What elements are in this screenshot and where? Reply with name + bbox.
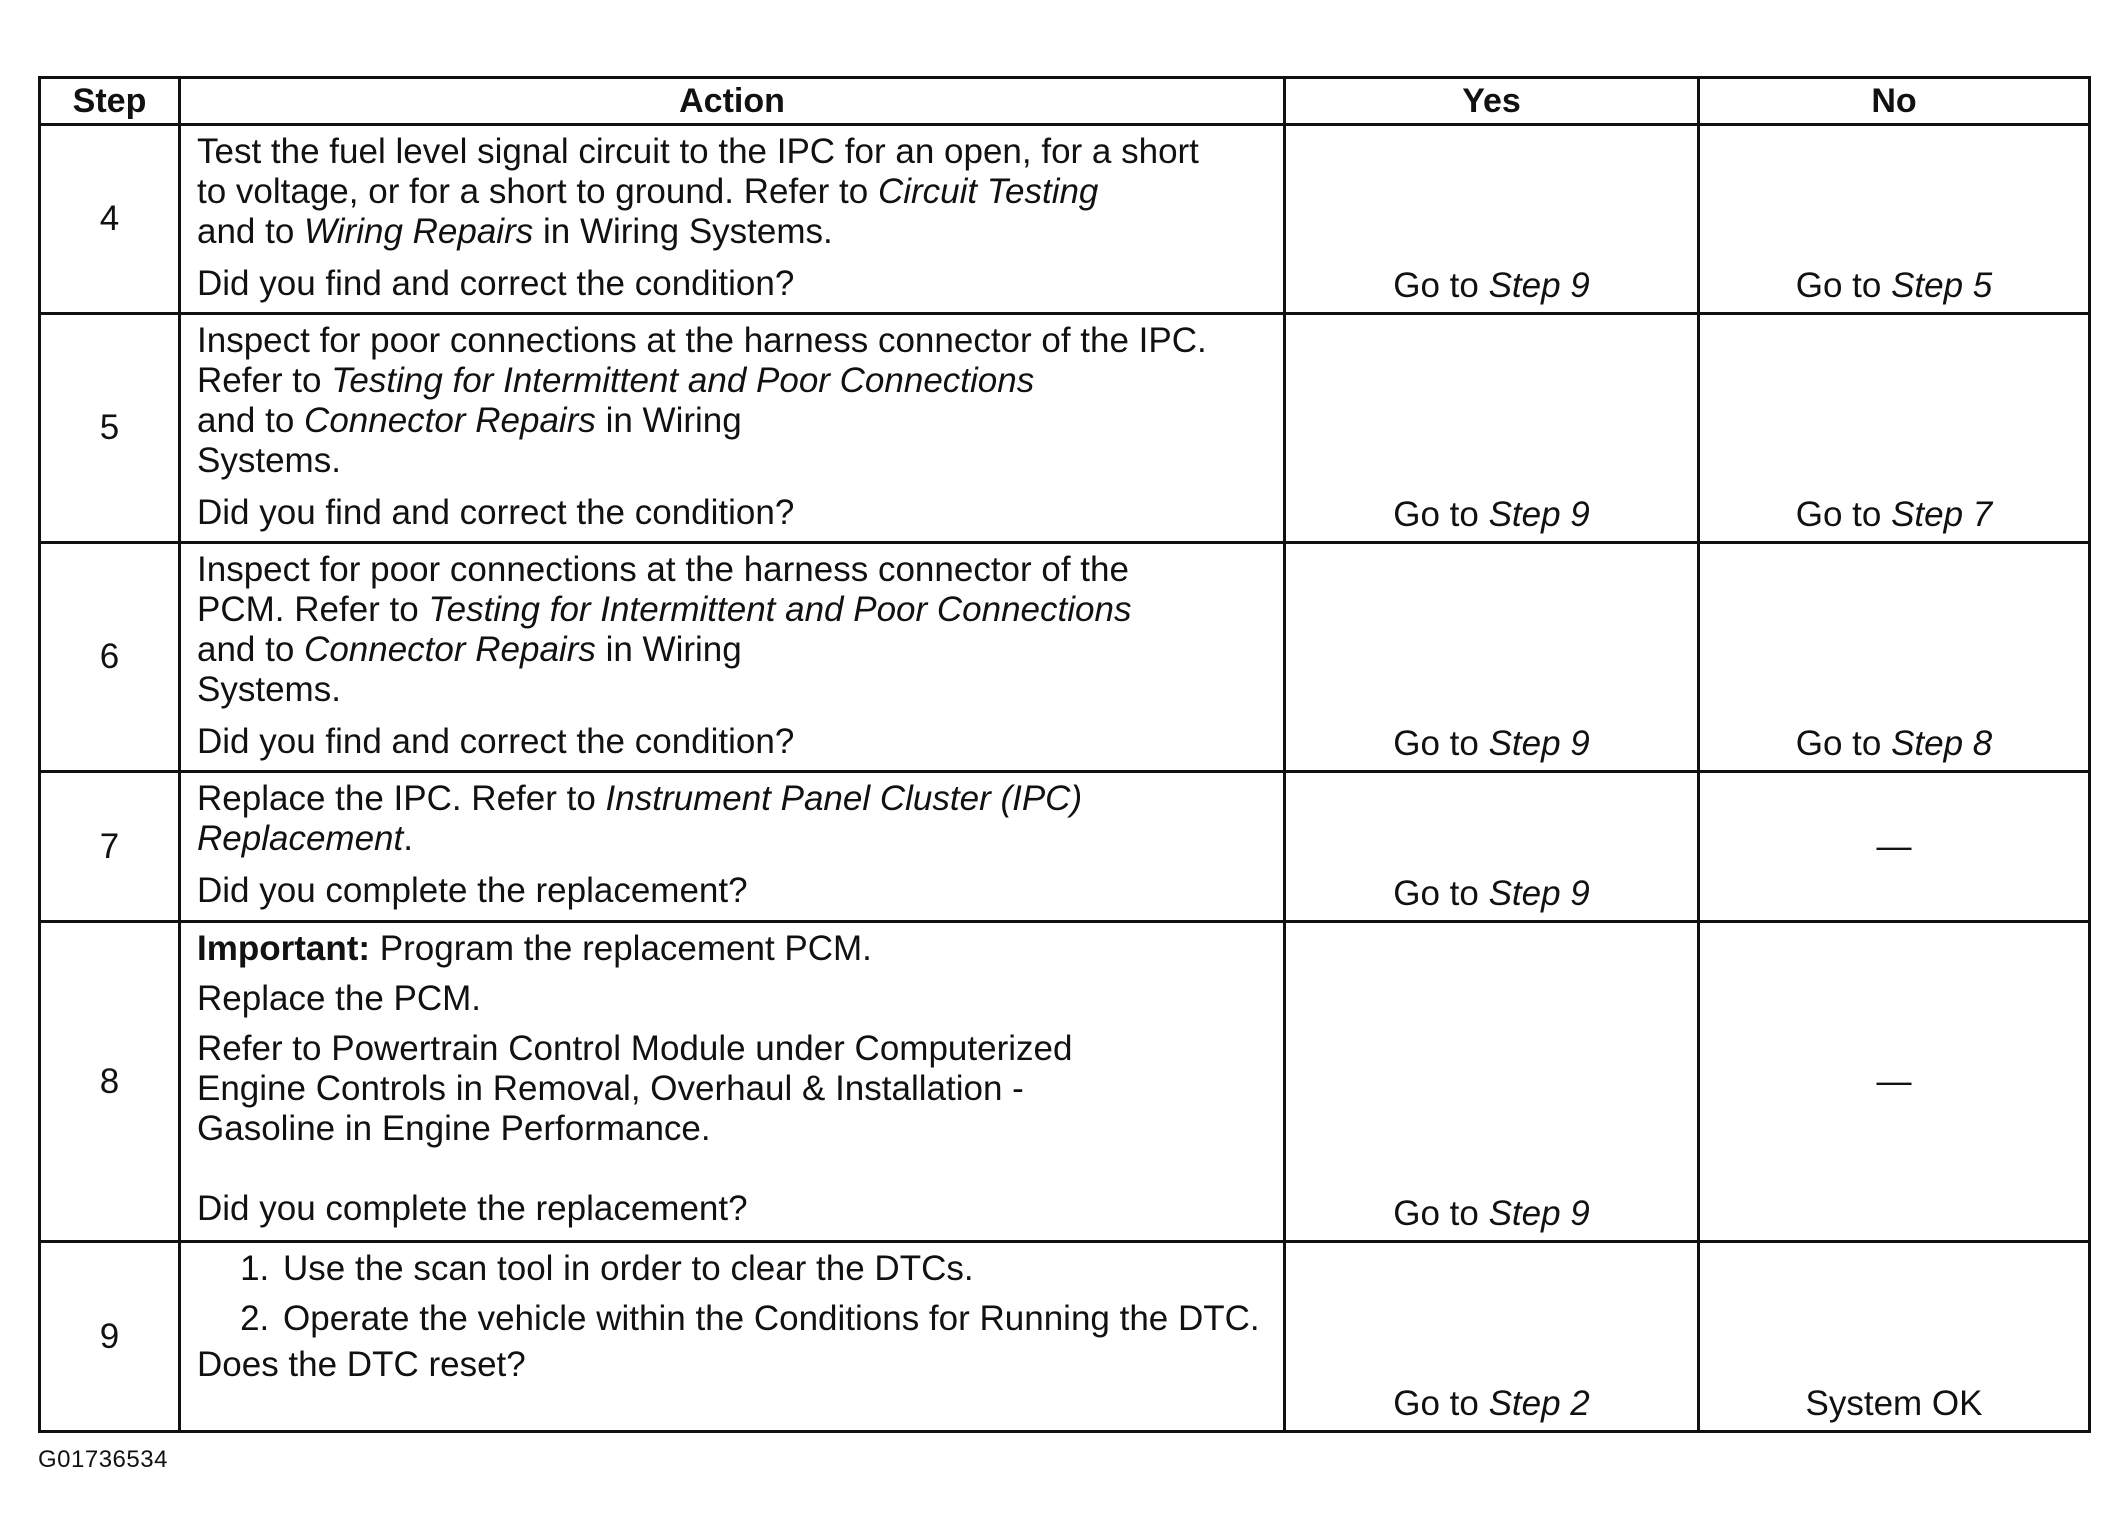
- header-no: No: [1699, 78, 2090, 125]
- action-cell: [180, 314, 1285, 543]
- action-line: [197, 550, 1269, 590]
- step-number: 5: [40, 314, 180, 543]
- question: Did you complete the replacement?: [197, 1189, 748, 1228]
- yes-result: [1285, 1242, 1699, 1432]
- reference-title: Wiring Repairs: [304, 212, 534, 251]
- reference-title: Replacement: [197, 819, 404, 858]
- action-cell: [180, 543, 1285, 772]
- table-row: [40, 314, 2090, 543]
- goto-prefix: Go to: [1393, 1384, 1489, 1423]
- reference-title: Circuit Testing: [877, 172, 1099, 211]
- table-row: [40, 125, 2090, 314]
- yes-result: [1285, 922, 1699, 1242]
- procedure-list-item: 1. Use the scan tool in order to clear the DTCs.: [279, 1249, 1269, 1289]
- goto-prefix: Go to: [1795, 495, 1892, 534]
- action-line: [197, 132, 1269, 172]
- not-applicable-dash: —: [1876, 826, 1912, 866]
- important-text: Program the replacement PCM.: [370, 929, 872, 968]
- no-result: [1699, 543, 2090, 772]
- text-segment: to voltage, or for a short to ground. Refer to: [197, 172, 878, 211]
- action-line: [197, 630, 1269, 670]
- reference-title: Connector Repairs: [304, 401, 596, 440]
- text-segment: Refer to: [197, 361, 332, 400]
- goto-step-link[interactable]: Step 5: [1891, 266, 1993, 305]
- action-cell: [180, 772, 1285, 922]
- text-segment: Replace the IPC. Refer to: [197, 779, 606, 818]
- action-line: [197, 441, 1269, 481]
- action-cell: [180, 1242, 1285, 1432]
- yes-result: [1285, 125, 1699, 314]
- spacer: [197, 1149, 1269, 1189]
- question: Did you complete the replacement?: [197, 871, 748, 910]
- text-segment: and to: [197, 212, 305, 251]
- action-line: [197, 1109, 1269, 1149]
- action-text: [197, 132, 1269, 252]
- table-header-row: [40, 78, 2090, 125]
- text-segment: and to: [197, 401, 305, 440]
- procedure-list-item: 2. Operate the vehicle within the Conditions for Running the DTC.: [279, 1299, 1269, 1339]
- action-line: [197, 779, 1269, 819]
- text-segment: .: [403, 819, 413, 858]
- action-text: [197, 1029, 1269, 1149]
- diagnostic-table: [38, 76, 2091, 1433]
- action-line: [197, 172, 1269, 212]
- goto-step-link[interactable]: Step 2: [1488, 1384, 1590, 1423]
- not-applicable-dash: —: [1876, 1061, 1912, 1101]
- step-number: 6: [40, 543, 180, 772]
- procedure-list: [197, 1249, 1269, 1339]
- goto-step-link[interactable]: Step 9: [1488, 495, 1590, 534]
- text-segment: PCM. Refer to: [197, 590, 429, 629]
- yes-result: [1285, 772, 1699, 922]
- text-segment: and to: [197, 630, 305, 669]
- goto-prefix: Go to: [1795, 266, 1892, 305]
- text-segment: Systems.: [197, 670, 341, 709]
- goto-prefix: Go to: [1393, 1194, 1489, 1233]
- goto-step-link[interactable]: Step 7: [1891, 495, 1993, 534]
- goto-prefix: Go to: [1393, 724, 1489, 763]
- action-line: [197, 1069, 1269, 1109]
- action-line: [197, 401, 1269, 441]
- figure-id: G01736534: [38, 1446, 168, 1473]
- text-segment: Systems.: [197, 441, 341, 480]
- text-segment: Gasoline in Engine Performance.: [197, 1109, 711, 1148]
- header-yes: Yes: [1285, 78, 1699, 125]
- question: Did you find and correct the condition?: [197, 264, 795, 303]
- text-segment: in Wiring Systems.: [533, 212, 833, 251]
- goto-step-link[interactable]: Step 9: [1488, 724, 1590, 763]
- reference-title: Connector Repairs: [304, 630, 596, 669]
- text-segment: Inspect for poor connections at the harness connector of the IPC.: [197, 321, 1207, 360]
- question: Does the DTC reset?: [197, 1345, 526, 1384]
- step-number: 7: [40, 772, 180, 922]
- no-result: [1699, 922, 2090, 1242]
- reference-title: Instrument Panel Cluster (IPC): [605, 779, 1083, 818]
- action-line: [197, 361, 1269, 401]
- table-row: [40, 543, 2090, 772]
- important-note: [197, 929, 1269, 969]
- goto-step-link[interactable]: Step 9: [1488, 1194, 1590, 1233]
- important-label: Important:: [197, 929, 371, 968]
- text-segment: in Wiring: [595, 401, 742, 440]
- no-result: [1699, 314, 2090, 543]
- text-segment: Inspect for poor connections at the harness connector of the: [197, 550, 1129, 589]
- goto-prefix: Go to: [1393, 874, 1489, 913]
- text-segment: Refer to Powertrain Control Module under Computerized: [197, 1029, 1073, 1068]
- action-cell: [180, 125, 1285, 314]
- goto-step-link[interactable]: Step 9: [1488, 266, 1590, 305]
- action-line: [197, 590, 1269, 630]
- table-row: [40, 1242, 2090, 1432]
- header-step: Step: [40, 78, 180, 125]
- action-line: [197, 819, 1269, 859]
- reference-title: Testing for Intermittent and Poor Connections: [428, 590, 1132, 629]
- text-segment: Engine Controls in Removal, Overhaul & Installation -: [197, 1069, 1024, 1108]
- table-row: [40, 772, 2090, 922]
- replace-instruction: Replace the PCM.: [197, 979, 482, 1018]
- yes-result: [1285, 314, 1699, 543]
- reference-title: Testing for Intermittent and Poor Connections: [331, 361, 1035, 400]
- no-result: [1699, 772, 2090, 922]
- table-row: [40, 922, 2090, 1242]
- action-text: [197, 321, 1269, 481]
- action-line: [197, 321, 1269, 361]
- goto-prefix: Go to: [1393, 495, 1489, 534]
- action-line: [197, 670, 1269, 710]
- action-line: [197, 212, 1269, 252]
- text-segment: in Wiring: [595, 630, 742, 669]
- goto-step-link[interactable]: Step 9: [1488, 874, 1590, 913]
- question: Did you find and correct the condition?: [197, 722, 795, 761]
- question: Did you find and correct the condition?: [197, 493, 795, 532]
- table-body: [40, 125, 2090, 1432]
- action-text: [197, 779, 1269, 859]
- goto-prefix: Go to: [1795, 724, 1892, 763]
- result-text: System OK: [1805, 1384, 1983, 1423]
- goto-prefix: Go to: [1393, 266, 1489, 305]
- goto-step-link[interactable]: Step 8: [1891, 724, 1993, 763]
- step-number: 4: [40, 125, 180, 314]
- yes-result: [1285, 543, 1699, 772]
- text-segment: Test the fuel level signal circuit to the IPC for an open, for a short: [197, 132, 1199, 171]
- action-cell: [180, 922, 1285, 1242]
- header-action: Action: [180, 78, 1285, 125]
- no-result: [1699, 1242, 2090, 1432]
- no-result: [1699, 125, 2090, 314]
- action-line: [197, 1029, 1269, 1069]
- action-text: [197, 550, 1269, 710]
- step-number: 9: [40, 1242, 180, 1432]
- step-number: 8: [40, 922, 180, 1242]
